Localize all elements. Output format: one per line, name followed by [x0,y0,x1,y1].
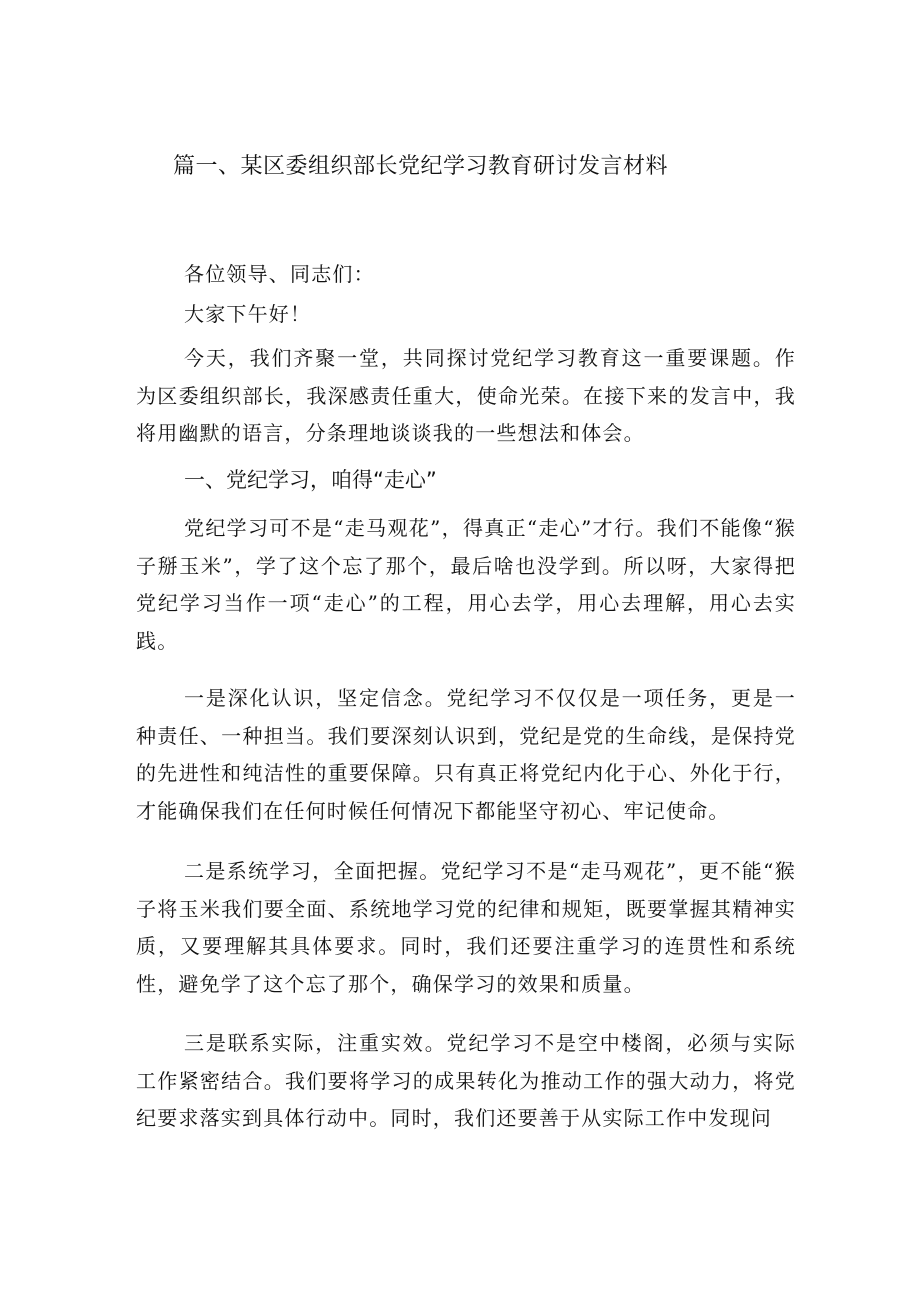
section-heading: 一、党纪学习，咱得“走心” [184,468,437,492]
point-three-paragraph: 三是联系实际，注重实效。党纪学习不是空中楼阁，必须与实际工作紧密结合。我们要将学习的成果转化为推动工作的强大动力，将党纪要求落实到具体行动中。同时，我们还要善于从实际工作中发现问 [136,1031,796,1130]
point-two-paragraph: 二是系统学习，全面把握。党纪学习不是“走马观花”，更不能“猴子将玉米我们要全面、系统地学习党的纪律和规矩，既要掌握其精神实质，又要理解其具体要求。同时，我们还要注重学习的连贯性和系统性，避免学了这个忘了那个，确保学习的效果和质量。 [136,859,796,996]
intro-paragraph: 今天，我们齐聚一堂，共同探讨党纪学习教育这一重要课题。作为区委组织部长，我深感责任重大，使命光荣。在接下来的发言中，我将用幽默的语言，分条理地谈谈我的一些想法和体会。 [136,346,796,445]
greeting: 大家下午好！ [184,302,312,326]
point-one-paragraph: 一是深化认识，坚定信念。党纪学习不仅仅是一项任务，更是一种责任、一种担当。我们要深刻认识到，党纪是党的生命线，是保持党的先进性和纯洁性的重要保障。只有真正将党纪内化于心、外化于行，才能确保我们在任何时候任何情况下都能坚守初心、牢记使命。 [136,686,796,823]
salutation: 各位领导、同志们： [184,262,375,286]
section-intro-paragraph: 党纪学习可不是“走马观花”，得真正“走心”才行。我们不能像“猴子掰玉米”，学了这个忘了那个，最后啥也没学到。所以呀，大家得把党纪学习当作一项“走心”的工程，用心去学，用心去理解，用心去实践。 [136,516,796,653]
document-title: 篇一、某区委组织部长党纪学习教育研讨发言材料 [173,154,669,179]
